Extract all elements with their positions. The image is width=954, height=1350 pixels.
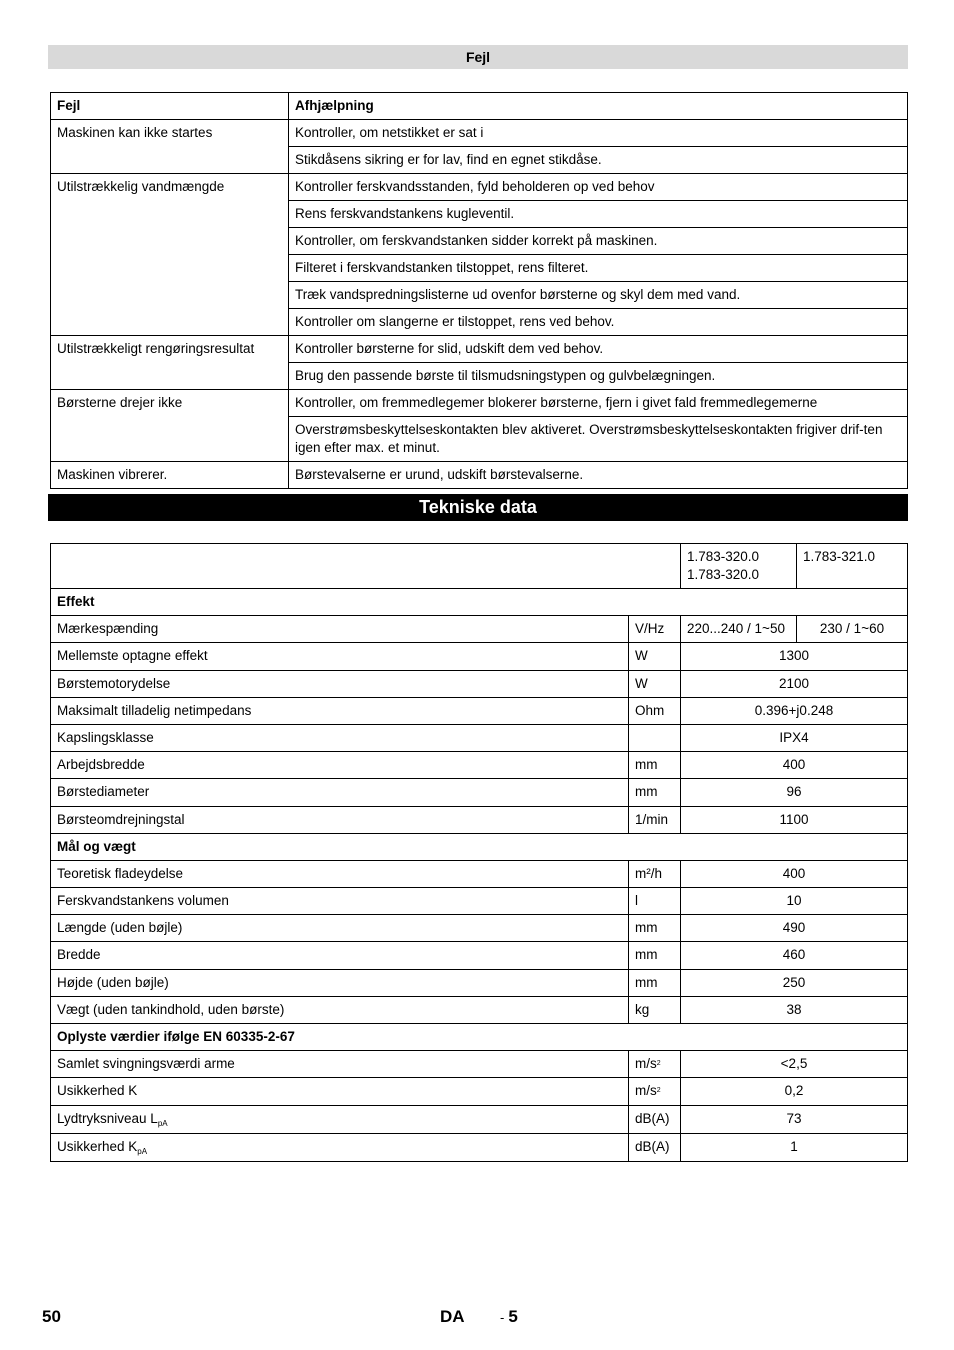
unit-exponent: 2	[656, 1060, 661, 1068]
spec-value-b: 230 / 1~60	[797, 616, 908, 643]
group-row	[51, 1024, 908, 1051]
table-row	[51, 752, 908, 779]
table-row	[51, 1133, 908, 1161]
spec-unit: dB(A)	[629, 1105, 681, 1133]
table-row	[51, 1078, 908, 1105]
table-row	[51, 915, 908, 942]
sub-page-number	[500, 1307, 518, 1327]
spec-unit: mm	[629, 915, 681, 942]
col-remedy-header: Afhjælpning	[289, 93, 908, 120]
table-row	[51, 462, 908, 489]
remedy-cell: Kontroller, om netstikket er sat i	[289, 120, 908, 147]
spec-value: 0.396+j0.248	[681, 697, 908, 724]
fault-cell: Utilstrækkelig vandmængde	[51, 174, 289, 336]
model-a-cell	[681, 544, 797, 589]
label-subscript: pA	[157, 1118, 168, 1128]
spec-label: Længde (uden bøjle)	[51, 915, 629, 942]
table-row	[51, 616, 908, 643]
spec-label	[51, 1133, 629, 1161]
table-row	[51, 390, 908, 417]
table-row	[51, 336, 908, 363]
spec-value: 400	[681, 860, 908, 887]
model-a-line2: 1.783-320.0	[687, 567, 760, 582]
remedy-cell: Træk vandspredningslisterne ud ovenfor børsterne og skyl dem med vand.	[289, 282, 908, 309]
group-declared-values: Oplyste værdier ifølge EN 60335-2-67	[51, 1024, 908, 1051]
spec-label: Børsteomdrejningstal	[51, 806, 629, 833]
spec-label: Ferskvandstankens volumen	[51, 888, 629, 915]
spec-unit: mm	[629, 942, 681, 969]
spec-value: 38	[681, 996, 908, 1023]
spec-unit: l	[629, 888, 681, 915]
fault-section-title: Fejl	[48, 45, 908, 69]
spec-value: 1100	[681, 806, 908, 833]
spec-label: Børstemotorydelse	[51, 670, 629, 697]
table-row	[51, 1051, 908, 1078]
group-effect: Effekt	[51, 589, 908, 616]
spec-value: 73	[681, 1105, 908, 1133]
remedy-cell: Overstrømsbeskyttelseskontakten blev aktiveret. Overstrømsbeskyttelseskontakten frigiver drif-ten igen efter max. et minut.	[289, 417, 908, 462]
table-row	[51, 174, 908, 201]
spec-unit: mm	[629, 969, 681, 996]
model-b-cell: 1.783-321.0	[797, 544, 908, 589]
spec-unit	[629, 1051, 681, 1078]
table-row	[51, 779, 908, 806]
model-a-line1: 1.783-320.0	[687, 549, 760, 564]
spec-label: Kapslingsklasse	[51, 724, 629, 751]
remedy-cell: Stikdåsens sikring er for lav, find en egnet stikdåse.	[289, 147, 908, 174]
unit-base: m/s	[635, 1056, 657, 1072]
spec-value-a: 220...240 / 1~50	[681, 616, 797, 643]
spec-label: Mærkespænding	[51, 616, 629, 643]
label-base: Usikkerhed K	[57, 1138, 138, 1154]
label-subscript: pA	[137, 1146, 148, 1156]
spec-value: <2,5	[681, 1051, 908, 1078]
table-row	[51, 724, 908, 751]
spec-unit: Ohm	[629, 697, 681, 724]
spec-value: 0,2	[681, 1078, 908, 1105]
spec-unit: mm	[629, 779, 681, 806]
remedy-cell: Kontroller, om ferskvandstanken sidder korrekt på maskinen.	[289, 228, 908, 255]
spec-value: 1300	[681, 643, 908, 670]
spec-value: 460	[681, 942, 908, 969]
fault-table	[50, 92, 908, 489]
spec-label: Mellemste optagne effekt	[51, 643, 629, 670]
spec-value: IPX4	[681, 724, 908, 751]
spec-value: 2100	[681, 670, 908, 697]
fault-cell: Utilstrækkeligt rengøringsresultat	[51, 336, 289, 390]
table-row	[51, 697, 908, 724]
sub-page-dash: -	[500, 1310, 505, 1325]
spec-label: Usikkerhed K	[51, 1078, 629, 1105]
tech-section-title: Tekniske data	[48, 494, 908, 521]
table-row	[51, 969, 908, 996]
remedy-cell: Rens ferskvandstankens kugleventil.	[289, 201, 908, 228]
sub-page-value: 5	[508, 1307, 518, 1326]
remedy-cell: Brug den passende børste til tilsmudsningstypen og gulvbelægningen.	[289, 363, 908, 390]
spec-unit	[629, 1078, 681, 1105]
spec-unit: dB(A)	[629, 1133, 681, 1161]
spec-value: 490	[681, 915, 908, 942]
language-code: DA	[440, 1307, 465, 1326]
unit-base: m/s	[635, 1083, 657, 1099]
col-fault-header: Fejl	[51, 93, 289, 120]
spec-unit: mm	[629, 752, 681, 779]
spec-value: 400	[681, 752, 908, 779]
spec-label: Samlet svingningsværdi arme	[51, 1051, 629, 1078]
spec-label: Vægt (uden tankindhold, uden børste)	[51, 996, 629, 1023]
table-row	[51, 860, 908, 887]
remedy-cell: Børstevalserne er urund, udskift børstevalserne.	[289, 462, 908, 489]
spec-unit: V/Hz	[629, 616, 681, 643]
blank-header-cell	[51, 544, 681, 589]
remedy-cell: Kontroller børsterne for slid, udskift dem ved behov.	[289, 336, 908, 363]
spec-value: 250	[681, 969, 908, 996]
spec-label	[51, 1105, 629, 1133]
table-row	[51, 996, 908, 1023]
label-base: Lydtryksniveau L	[57, 1110, 158, 1126]
spec-label: Børstediameter	[51, 779, 629, 806]
spec-unit: kg	[629, 996, 681, 1023]
spec-unit: W	[629, 643, 681, 670]
table-row	[51, 670, 908, 697]
spec-unit	[629, 724, 681, 751]
table-row	[51, 806, 908, 833]
fault-table-header	[51, 93, 908, 120]
unit-exponent: 2	[656, 1087, 661, 1095]
table-row	[51, 888, 908, 915]
page-number: 50	[42, 1307, 61, 1326]
fault-cell: Maskinen kan ikke startes	[51, 120, 289, 174]
model-header-row	[51, 544, 908, 589]
table-row	[51, 1105, 908, 1133]
spec-unit: W	[629, 670, 681, 697]
spec-label: Bredde	[51, 942, 629, 969]
remedy-cell: Kontroller om slangerne er tilstoppet, rens ved behov.	[289, 309, 908, 336]
group-row	[51, 833, 908, 860]
spec-value: 10	[681, 888, 908, 915]
group-dimensions: Mål og vægt	[51, 833, 908, 860]
spec-value: 1	[681, 1133, 908, 1161]
table-row	[51, 120, 908, 147]
spec-label: Højde (uden bøjle)	[51, 969, 629, 996]
table-row	[51, 643, 908, 670]
spec-unit: 1/min	[629, 806, 681, 833]
spec-label: Teoretisk fladeydelse	[51, 860, 629, 887]
group-row	[51, 589, 908, 616]
remedy-cell: Kontroller, om fremmedlegemer blokerer børsterne, fjern i givet fald fremmedlegemerne	[289, 390, 908, 417]
spec-label: Maksimalt tilladelig netimpedans	[51, 697, 629, 724]
fault-cell: Børsterne drejer ikke	[51, 390, 289, 462]
table-row	[51, 942, 908, 969]
remedy-cell: Kontroller ferskvandsstanden, fyld beholderen op ved behov	[289, 174, 908, 201]
spec-unit: m²/h	[629, 860, 681, 887]
spec-value: 96	[681, 779, 908, 806]
spec-label: Arbejdsbredde	[51, 752, 629, 779]
remedy-cell: Filteret i ferskvandstanken tilstoppet, rens filteret.	[289, 255, 908, 282]
tech-data-table	[50, 543, 908, 1162]
fault-cell: Maskinen vibrerer.	[51, 462, 289, 489]
